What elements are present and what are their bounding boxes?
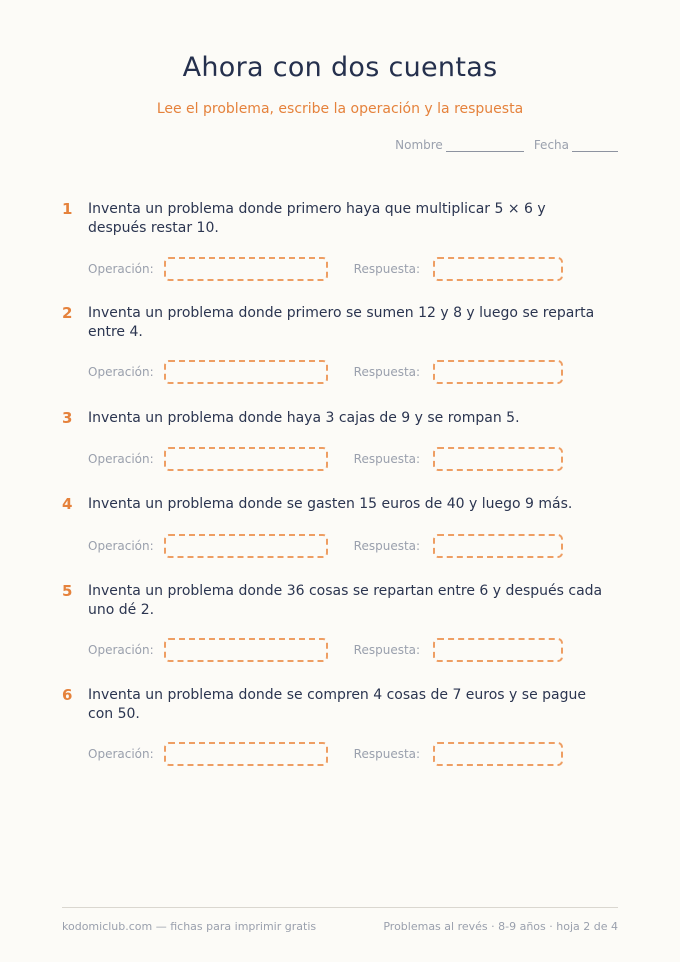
problem-text: Inventa un problema donde se gasten 15 euros de 40 y luego 9 más.: [88, 496, 573, 512]
operation-box[interactable]: [164, 360, 328, 384]
operation-box[interactable]: [164, 257, 328, 281]
problem-number: 6: [62, 686, 73, 704]
answer-box[interactable]: [433, 638, 563, 662]
date-blank-line[interactable]: [572, 139, 618, 152]
date-label: Fecha: [533, 138, 569, 152]
answer-box[interactable]: [433, 257, 563, 281]
answer-row: [88, 359, 563, 385]
problem-text: Inventa un problema donde haya 3 cajas de 9 y se rompan 5.: [88, 410, 520, 426]
page-subtitle: Lee el problema, escribe la operación y la respuesta: [156, 101, 524, 117]
operation-box[interactable]: [164, 742, 328, 766]
footer-sheet-info: Problemas al revés · 8-9 años · hoja 2 de 4: [383, 920, 618, 933]
operation-label: Operación:: [88, 747, 154, 761]
page-title: Ahora con dos cuentas: [182, 52, 498, 83]
answer-label: Respuesta:: [353, 747, 421, 761]
operation-box[interactable]: [164, 534, 328, 558]
answer-row: [88, 446, 563, 472]
answer-label: Respuesta:: [353, 539, 421, 553]
answer-row: [88, 256, 563, 282]
answer-label: Respuesta:: [353, 452, 421, 466]
answer-box[interactable]: [433, 360, 563, 384]
operation-label: Operación:: [88, 452, 154, 466]
name-date-fields: [395, 138, 618, 152]
footer-site-text: kodomiclub.com — fichas para imprimir gratis: [62, 920, 317, 933]
answer-label: Respuesta:: [353, 643, 421, 657]
answer-box[interactable]: [433, 534, 563, 558]
operation-label: Operación:: [88, 643, 154, 657]
operation-label: Operación:: [88, 262, 154, 276]
operation-label: Operación:: [88, 539, 154, 553]
answer-label: Respuesta:: [353, 365, 421, 379]
problem-text: Inventa un problema donde se compren 4 cosas de 7 euros y se pague con 50.: [88, 687, 586, 722]
problem-text: Inventa un problema donde primero haya que multiplicar 5 × 6 y después restar 10.: [88, 201, 546, 236]
problem-text: Inventa un problema donde 36 cosas se repartan entre 6 y después cada uno dé 2.: [88, 583, 603, 618]
problem-number: 2: [62, 304, 73, 322]
answer-box[interactable]: [433, 447, 563, 471]
answer-row: [88, 741, 563, 767]
operation-label: Operación:: [88, 365, 154, 379]
answer-label: Respuesta:: [353, 262, 421, 276]
problem-number: 1: [62, 200, 73, 218]
operation-box[interactable]: [164, 447, 328, 471]
name-blank-line[interactable]: [446, 139, 524, 152]
answer-box[interactable]: [433, 742, 563, 766]
answer-row: [88, 637, 563, 663]
answer-row: [88, 533, 563, 559]
problem-number: 3: [62, 409, 73, 427]
problem-number: 5: [62, 582, 73, 600]
page-footer: [62, 907, 618, 933]
problem-number: 4: [62, 495, 73, 513]
name-label: Nombre: [395, 138, 443, 152]
problem-text: Inventa un problema donde primero se sumen 12 y 8 y luego se reparta entre 4.: [88, 305, 595, 340]
operation-box[interactable]: [164, 638, 328, 662]
